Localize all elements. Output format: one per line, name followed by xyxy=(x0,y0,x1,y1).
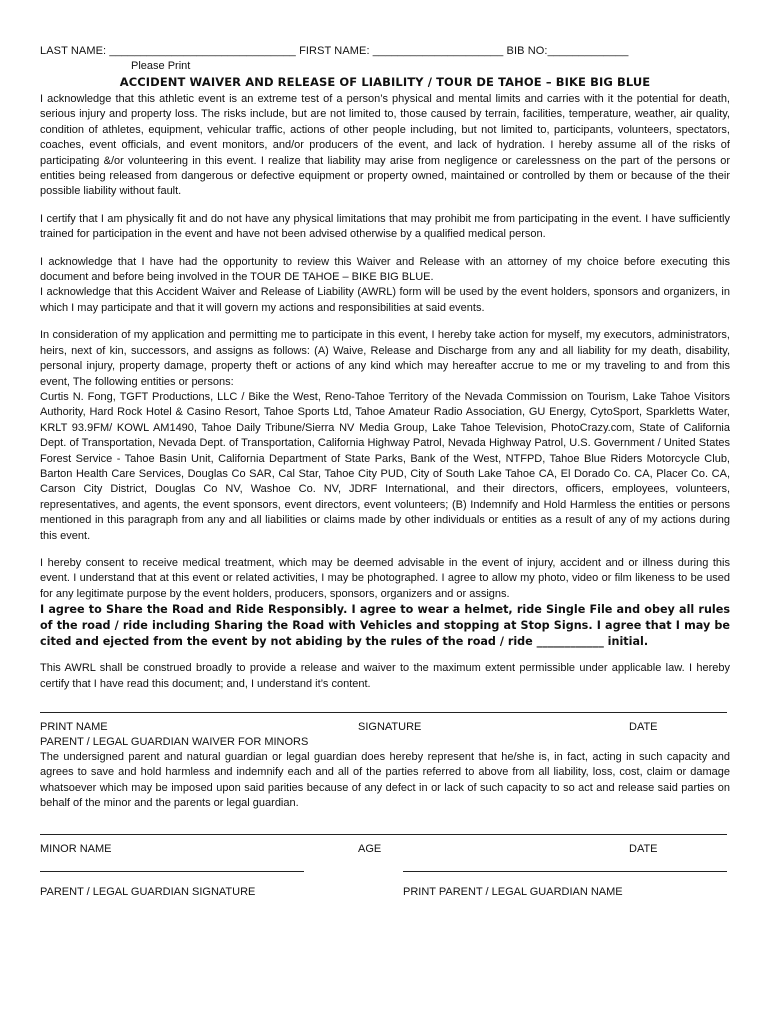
share-road-paragraph: I agree to Share the Road and Ride Responsibly. I agree to wear a helmet, ride Single File and obey all rules of the road / ride including Sharing the Road with Vehicles and stopping at Stop Signs. I agree that I may be cited and ejected from the event by not abiding by the rules of the road / ride ____________ initial. xyxy=(40,603,730,649)
last-name-label: LAST NAME: xyxy=(40,45,107,57)
age-label: AGE xyxy=(358,842,382,855)
signature-row-3 xyxy=(40,885,730,900)
signature-row-2 xyxy=(40,842,730,857)
signature-line-2[interactable] xyxy=(40,834,727,835)
header-fields xyxy=(40,44,730,59)
minor-waiver-text: The undersigned parent and natural guardian or legal guardian does hereby represent that he/she is, in fact, acting in such capacity and agrees to save and hold harmless and indemnify each and all of the parties referred to above from all liability, loss, cost, claim or damage whatsoever which may be imposed upon said parities because of any defect in or lack of such capacity to so act and release said parties on behalf of the minor and the parents or legal guardian. xyxy=(40,751,730,810)
fitness-paragraph: I certify that I am physically fit and do not have any physical limitations that may prohibit me from participating in the event. I have sufficiently trained for participation in the event and have not been advised otherwise by a qualified medical person. xyxy=(40,212,730,241)
last-name-field[interactable]: ______________________________ xyxy=(109,45,296,57)
print-name-label: PRINT NAME xyxy=(40,721,108,733)
please-print-note: Please Print xyxy=(131,60,191,72)
awrl-paragraph: I acknowledge that this Accident Waiver and Release of Liability (AWRL) form will be used by the event holders, sponsors and organizers, in which I may participate and that it will govern my actions and responsibilities at said events. xyxy=(40,286,730,314)
first-name-field[interactable]: _____________________ xyxy=(372,45,504,57)
guardian-print-name-line[interactable] xyxy=(403,871,727,872)
risk-paragraph: I acknowledge that this athletic event is an extreme test of a person’s physical and mental limits and carries with it the potential for death, serious injury and property loss. The risks include, but are not limited to, those caused by terrain, facilities, temperature, weather, air quality, condition of athletes, equipment, vehicular traffic, actions of other people including, but not limited to, participants, volunteers, spectators, coaches, event officials, and event monitors, and/or producers of the event, and lack of hydration. I hereby assume all of the risks of participating &/or volunteering in this event. I realize that liability may arise from negligence or carelessness on the part of the persons or entities being released from dangerous or defective equipment or property owned, maintained or controlled by them or because of the their possible liability without fault. xyxy=(40,93,730,198)
attorney-paragraph: I acknowledge that I have had the opportunity to review this Waiver and Release with an attorney of my choice before executing this document and before being involved in the TOUR DE TAHOE – BIKE BIG BLUE. xyxy=(40,255,730,284)
signature-line-1[interactable] xyxy=(40,712,727,713)
entities-paragraph: Curtis N. Fong, TGFT Productions, LLC / Bike the West, Reno-Tahoe Territory of the Nevada Commission on Tourism, Lake Tahoe Visitors Authority, Hard Rock Hotel & Casino Resort, Tahoe Sports Ltd, Tahoe Amateur Radio Association, GU Energy, CytoSport, Sparkletts Water, KRLT 93.9FM/ KOWL AM1490, Tahoe Daily Tribune/Sierra NV Media Group, Lake Tahoe Television, PhotoCrazy.com, State of California Dept. of Transportation, Nevada Dept. of Transportation, California Highway Patrol, Nevada Highway Patrol, U.S. Government / United States Forest Service - Tahoe Basin Unit, California Department of State Parks, Bank of the West, NTFPD, Tahoe Blue Riders Motorcycle Club, Barton Health Care Services, Douglas Co SAR, Cal Star, Tahoe City PUD, City of South Lake Tahoe CA, El Dorado Co. CA, Placer Co. CA, Carson City District, Douglas Co NV, Washoe Co. NV, JDRF International, and their directors, officers, employees, volunteers, representatives, and agents, the event sponsors, event directors, event volunteers; (B) Indemnify and Hold Harmless the entities or persons mentioned in this paragraph from any and all liabilities or claims made by other individuals or entities as a result of any of my actions during this event. xyxy=(40,390,730,542)
bib-label: BIB NO: xyxy=(506,45,548,57)
consideration-paragraph: In consideration of my application and permitting me to participate in this event, I hereby take action for myself, my executors, administrators, heirs, next of kin, successors, and assigns as follows: (A) Waive, Release and Discharge from any and all liability for my death, disability, personal injury, property damage, property theft or actions of any kind which may hereafter accrue to me or my traveling to and from this event, The following entities or persons: xyxy=(40,329,730,388)
guardian-print-name-label: PRINT PARENT / LEGAL GUARDIAN NAME xyxy=(403,885,623,898)
medical-paragraph: I hereby consent to receive medical treatment, which may be deemed advisable in the event of injury, accident and or illness during this event. I understand that at this event or related activities, I may be photographed. I agree to allow my photo, video or film likeness to be used for any legitimate purpose by the event holders, producers, sponsors, organizers and or assigns. xyxy=(40,556,730,600)
date-label: DATE xyxy=(629,721,658,733)
construed-paragraph: This AWRL shall be construed broadly to provide a release and waiver to the maximum extent permissible under applicable law. I hereby certify that I have read this document; and, I understand it’s content. xyxy=(40,662,730,690)
signature-lines-3 xyxy=(40,871,730,883)
guardian-signature-line[interactable] xyxy=(40,871,304,872)
bib-field[interactable]: _____________ xyxy=(547,45,629,57)
signature-row-1 xyxy=(40,720,730,735)
document-title: ACCIDENT WAIVER AND RELEASE OF LIABILITY / TOUR DE TAHOE – BIKE BIG BLUE xyxy=(119,75,651,89)
minor-date-label: DATE xyxy=(629,842,658,855)
first-name-label: FIRST NAME: xyxy=(299,45,370,57)
minor-name-label: MINOR NAME xyxy=(40,842,112,855)
signature-label: SIGNATURE xyxy=(358,721,422,733)
guardian-signature-label: PARENT / LEGAL GUARDIAN SIGNATURE xyxy=(40,885,256,898)
minor-waiver-heading: PARENT / LEGAL GUARDIAN WAIVER FOR MINORS xyxy=(40,736,309,748)
